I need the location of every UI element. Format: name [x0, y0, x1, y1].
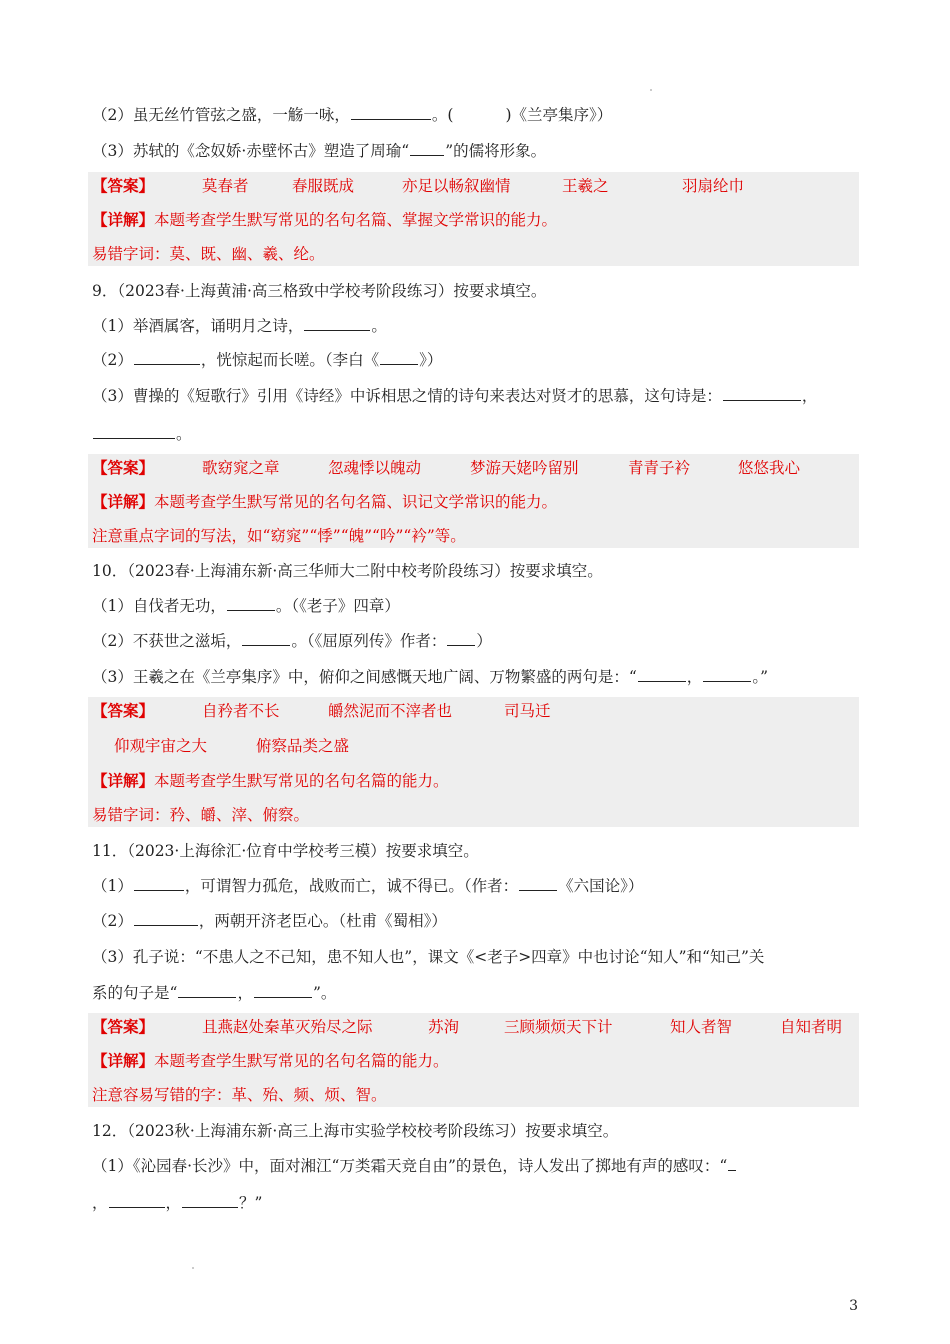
q12-title: 12．（2023秋·上海浦东新·高三上海市实验学校校考阶段练习）按要求填空。	[92, 1122, 619, 1140]
blank[interactable]	[134, 875, 184, 891]
answer-line: 【答案】 且燕赵处秦革灭殆尽之际 苏洵 三顾频烦天下计 知人者智 自知者明	[92, 1017, 843, 1036]
blank[interactable]	[380, 349, 418, 365]
blank[interactable]	[638, 666, 686, 682]
answer-line-2: 仰观宇宙之大 俯察品类之盛	[114, 737, 350, 755]
blank[interactable]	[519, 875, 557, 891]
blank[interactable]	[447, 630, 475, 646]
note-line: 注意重点字词的写法，如“窈窕”“悸”“魄”“吟”“衿”等。	[92, 527, 466, 545]
answer-box-11	[88, 1013, 859, 1107]
answer-box-10	[88, 697, 859, 827]
q8-line-3: （3）苏轼的《念奴娇·赤壁怀古》塑造了周瑜“ ”的儒将形象。	[92, 142, 547, 160]
q11-line-2: （2） ，两朝开济老臣心。（杜甫《蜀相》）	[92, 912, 447, 930]
blank[interactable]	[723, 385, 801, 401]
answer-line: 【答案】 歌窈窕之章 忽魂悸以魄动 梦游天姥吟留别 青青子衿 悠悠我心	[92, 458, 801, 477]
blank[interactable]	[178, 982, 236, 998]
q12-line-2: ， ， ？”	[92, 1194, 263, 1212]
blank[interactable]	[134, 910, 198, 926]
blank[interactable]	[182, 1192, 238, 1208]
q9-title: 9．（2023春·上海黄浦·高三格致中学校考阶段练习）按要求填空。	[92, 282, 547, 300]
blank[interactable]	[703, 666, 751, 682]
detail-line: 【详解】本题考查学生默写常见的名句名篇、掌握文学常识的能力。	[92, 210, 558, 229]
q10-line-2: （2）不获世之滋垢， 。（《屈原列传》作者： ）	[92, 632, 492, 650]
answer-line: 【答案】 自矜者不长 皭然泥而不滓者也 司马迁	[92, 701, 551, 720]
q9-line-3: （3）曹操的《短歌行》引用《诗经》中诉相思之情的诗句来表达对贤才的思慕，这句诗是： ，	[92, 387, 818, 405]
blank[interactable]	[351, 104, 431, 120]
note-line: 注意容易写错的字：革、殆、频、烦、智。	[92, 1086, 387, 1104]
q11-line-4: 系的句子是“ ， ”。	[92, 984, 337, 1002]
q11-title: 11．（2023·上海徐汇·位育中学校考三模）按要求填空。	[92, 842, 479, 860]
q9-line-1: （1）举酒属客，诵明月之诗， 。	[92, 317, 387, 335]
q9-line-4: 。	[92, 423, 858, 445]
note-line: 易错字词：矜、皭、滓、俯察。	[92, 806, 310, 824]
detail-line: 【详解】本题考查学生默写常见的名句名篇的能力。	[92, 771, 449, 790]
note-line: 易错字词：莫、既、幽、羲、纶。	[92, 245, 325, 263]
blank[interactable]	[728, 1155, 736, 1171]
blank[interactable]	[242, 630, 290, 646]
q9-line-2: （2） ，恍惊起而长嗟。（李白《 》）	[92, 351, 443, 369]
q10-line-1: （1）自伐者无功， 。（《老子》四章）	[92, 597, 400, 615]
blank[interactable]	[254, 982, 312, 998]
q10-title: 10．（2023春·上海浦东新·高三华师大二附中校考阶段练习）按要求填空。	[92, 562, 603, 580]
q8-line-2: （2）虽无丝竹管弦之盛，一觞一咏， 。( )《兰亭集序》）	[92, 106, 613, 124]
answer-box-9	[88, 454, 859, 548]
blank[interactable]	[93, 423, 175, 439]
blank[interactable]	[227, 595, 275, 611]
page-number: 3	[849, 1298, 858, 1314]
answer-box-8	[88, 172, 859, 266]
blank[interactable]	[304, 315, 370, 331]
scan-dot	[192, 1267, 194, 1269]
q10-line-3: （3）王羲之在《兰亭集序》中，俯仰之间感慨天地广阔、万物繁盛的两句是：“ ， 。”	[92, 668, 768, 686]
blank[interactable]	[134, 349, 200, 365]
q11-line-1: （1） ，可谓智力孤危，战败而亡，诚不得已。（作者： 《六国论》）	[92, 877, 644, 895]
blank[interactable]	[410, 140, 444, 156]
scan-dot	[650, 89, 652, 91]
q11-line-3: （3）孔子说：“不患人之不己知，患不知人也”，课文《<老子>四章》中也讨论“知人”和“知己”关	[92, 948, 765, 966]
detail-line: 【详解】本题考查学生默写常见的名句名篇、识记文学常识的能力。	[92, 492, 558, 511]
q12-line-1: （1）《沁园春·长沙》中，面对湘江“万类霜天竞自由”的景色，诗人发出了掷地有声的感叹：“	[92, 1155, 858, 1177]
detail-line: 【详解】本题考查学生默写常见的名句名篇的能力。	[92, 1051, 449, 1070]
blank[interactable]	[109, 1192, 165, 1208]
answer-line: 【答案】 莫春者 春服既成 亦足以畅叙幽情 王羲之 羽扇纶巾	[92, 176, 745, 195]
